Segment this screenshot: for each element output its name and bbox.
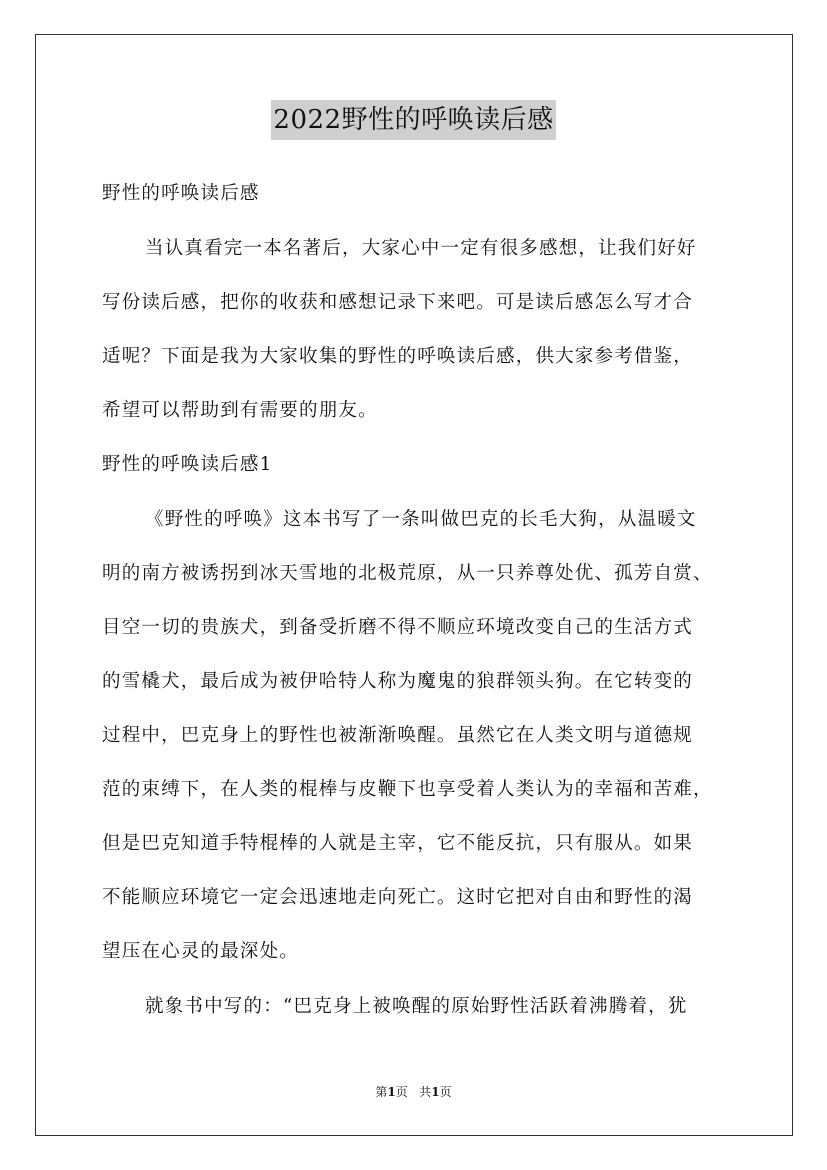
page-label-prefix: 第 — [375, 1085, 388, 1099]
title-container — [0, 100, 827, 140]
section-heading: 野性的呼唤读后感 — [102, 183, 260, 204]
page-label-suffix: 页 — [439, 1085, 452, 1099]
paragraph-line: 过程中，巴克身上的野性也被渐渐唤醒。虽然它在人类文明与道德规 — [102, 725, 694, 746]
page-total: 1 — [431, 1085, 440, 1099]
paragraph-line: 但是巴克知道手特棍棒的人就是主宰，它不能反抗，只有服从。如果 — [102, 833, 694, 854]
paragraph-line: 适呢？下面是我为大家收集的野性的呼唤读后感，供大家参考借鉴， — [102, 346, 694, 367]
paragraph-line: 写份读后感，把你的收获和感想记录下来吧。可是读后感怎么写才合 — [102, 292, 694, 313]
paragraph-line: 当认真看完一本名著后，大家心中一定有很多感想，让我们好好 — [145, 238, 697, 259]
document-title: 2022野性的呼唤读后感 — [271, 100, 555, 140]
paragraph-line: 不能顺应环境它一定会迅速地走向死亡。这时它把对自由和野性的渴 — [102, 887, 694, 908]
paragraph-line: 《野性的呼唤》这本书写了一条叫做巴克的长毛大狗，从温暖文 — [145, 509, 697, 530]
paragraph-line: 就象书中写的：“巴克身上被唤醒的原始野性活跃着沸腾着，犹 — [145, 996, 688, 1017]
paragraph-line: 明的南方被诱拐到冰天雪地的北极荒原，从一只养尊处优、孤芳自赏、 — [102, 563, 713, 584]
section-heading: 野性的呼唤读后感1 — [102, 454, 273, 475]
page-number: 1 — [387, 1085, 396, 1099]
paragraph-line: 的雪橇犬，最后成为被伊哈特人称为魔鬼的狼群领头狗。在它转变的 — [102, 671, 694, 692]
paragraph-line: 望压在心灵的最深处。 — [102, 941, 300, 962]
paragraph-line: 希望可以帮助到有需要的朋友。 — [102, 400, 378, 421]
paragraph-line: 目空一切的贵族犬，到备受折磨不得不顺应环境改变自己的生活方式 — [102, 617, 694, 638]
page-footer — [0, 1084, 827, 1100]
paragraph-line: 范的束缚下，在人类的棍棒与皮鞭下也享受着人类认为的幸福和苦难， — [102, 779, 713, 800]
page-label-mid: 页 共 — [395, 1085, 432, 1099]
